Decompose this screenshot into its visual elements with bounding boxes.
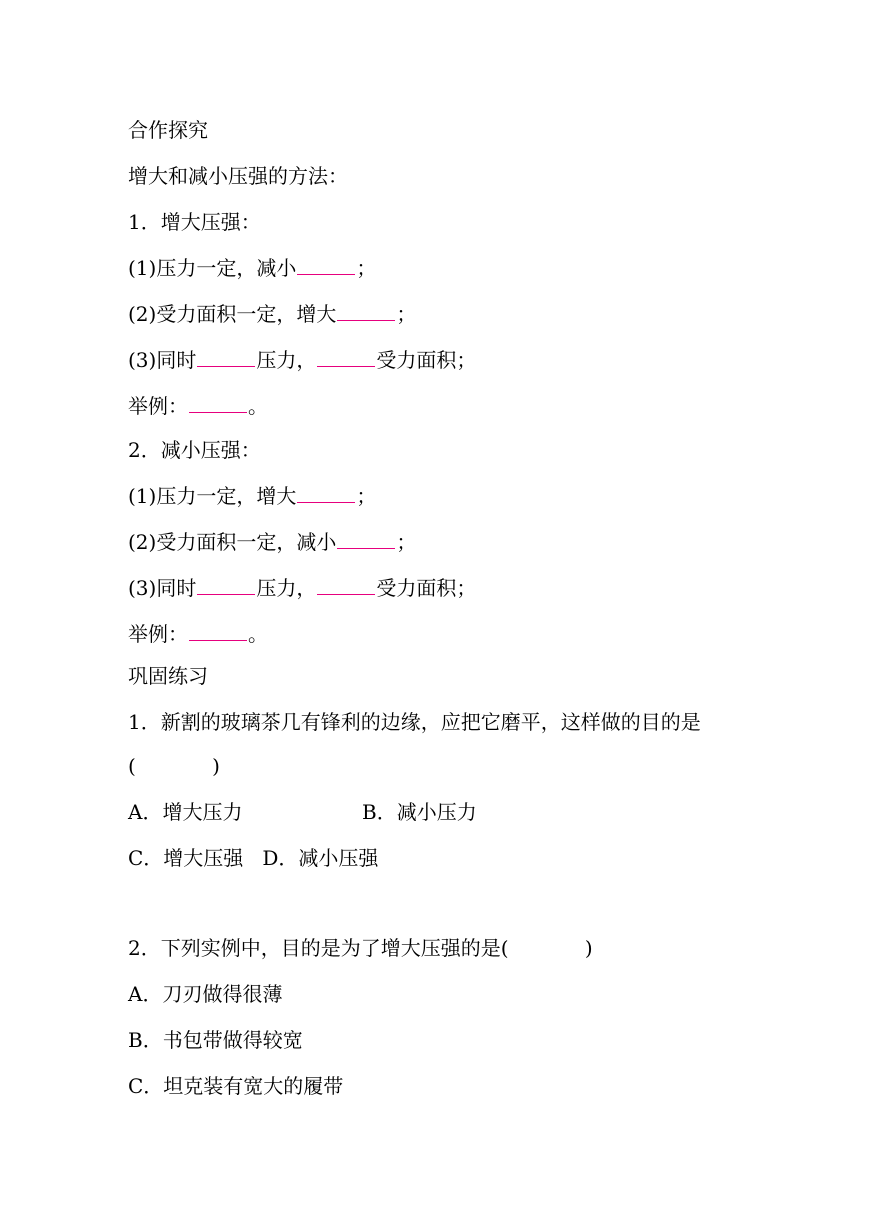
answer-blank[interactable]	[317, 576, 375, 595]
part2-heading: 2．减小压强：	[128, 438, 261, 462]
part1-example: 举例： 。	[128, 394, 268, 418]
section-title-practice: 巩固练习	[128, 664, 208, 688]
section-title-cooperative: 合作探究	[128, 118, 208, 142]
answer-blank[interactable]	[197, 348, 255, 367]
q1-stem: 1．新割的玻璃茶几有锋利的边缘，应把它磨平，这样做的目的是	[128, 710, 701, 734]
section-subtitle: 增大和减小压强的方法：	[128, 164, 348, 188]
answer-blank[interactable]	[297, 484, 355, 503]
q1-option-b[interactable]: B．减小压力	[362, 800, 477, 824]
part2-example: 举例： 。	[128, 622, 268, 646]
answer-blank[interactable]	[189, 394, 247, 413]
answer-blank[interactable]	[317, 348, 375, 367]
part2-item1: (1)压力一定，增大 ；	[128, 484, 377, 508]
q2-option-a[interactable]: A．刀刃做得很薄	[128, 982, 283, 1006]
answer-blank[interactable]	[297, 256, 355, 275]
part1-item1: (1)压力一定，减小 ；	[128, 256, 377, 280]
part1-item3: (3)同时 压力， 受力面积；	[128, 348, 477, 372]
q1-option-a[interactable]: A．增大压力	[128, 800, 243, 824]
q2-stem: 2．下列实例中，目的是为了增大压强的是( )	[128, 936, 593, 960]
q1-options-cd[interactable]: C．增大压强 D．减小压强	[128, 846, 379, 870]
part2-item3: (3)同时 压力， 受力面积；	[128, 576, 477, 600]
answer-blank[interactable]	[197, 576, 255, 595]
part1-item2: (2)受力面积一定，增大 ；	[128, 302, 417, 326]
q1-answer-paren[interactable]: ( )	[128, 754, 220, 778]
part1-heading: 1．增大压强：	[128, 210, 261, 234]
part2-item2: (2)受力面积一定，减小 ；	[128, 530, 417, 554]
answer-blank[interactable]	[337, 530, 395, 549]
answer-blank[interactable]	[189, 622, 247, 641]
answer-blank[interactable]	[337, 302, 395, 321]
q2-option-c[interactable]: C．坦克装有宽大的履带	[128, 1074, 344, 1098]
q2-option-b[interactable]: B．书包带做得较宽	[128, 1028, 303, 1052]
